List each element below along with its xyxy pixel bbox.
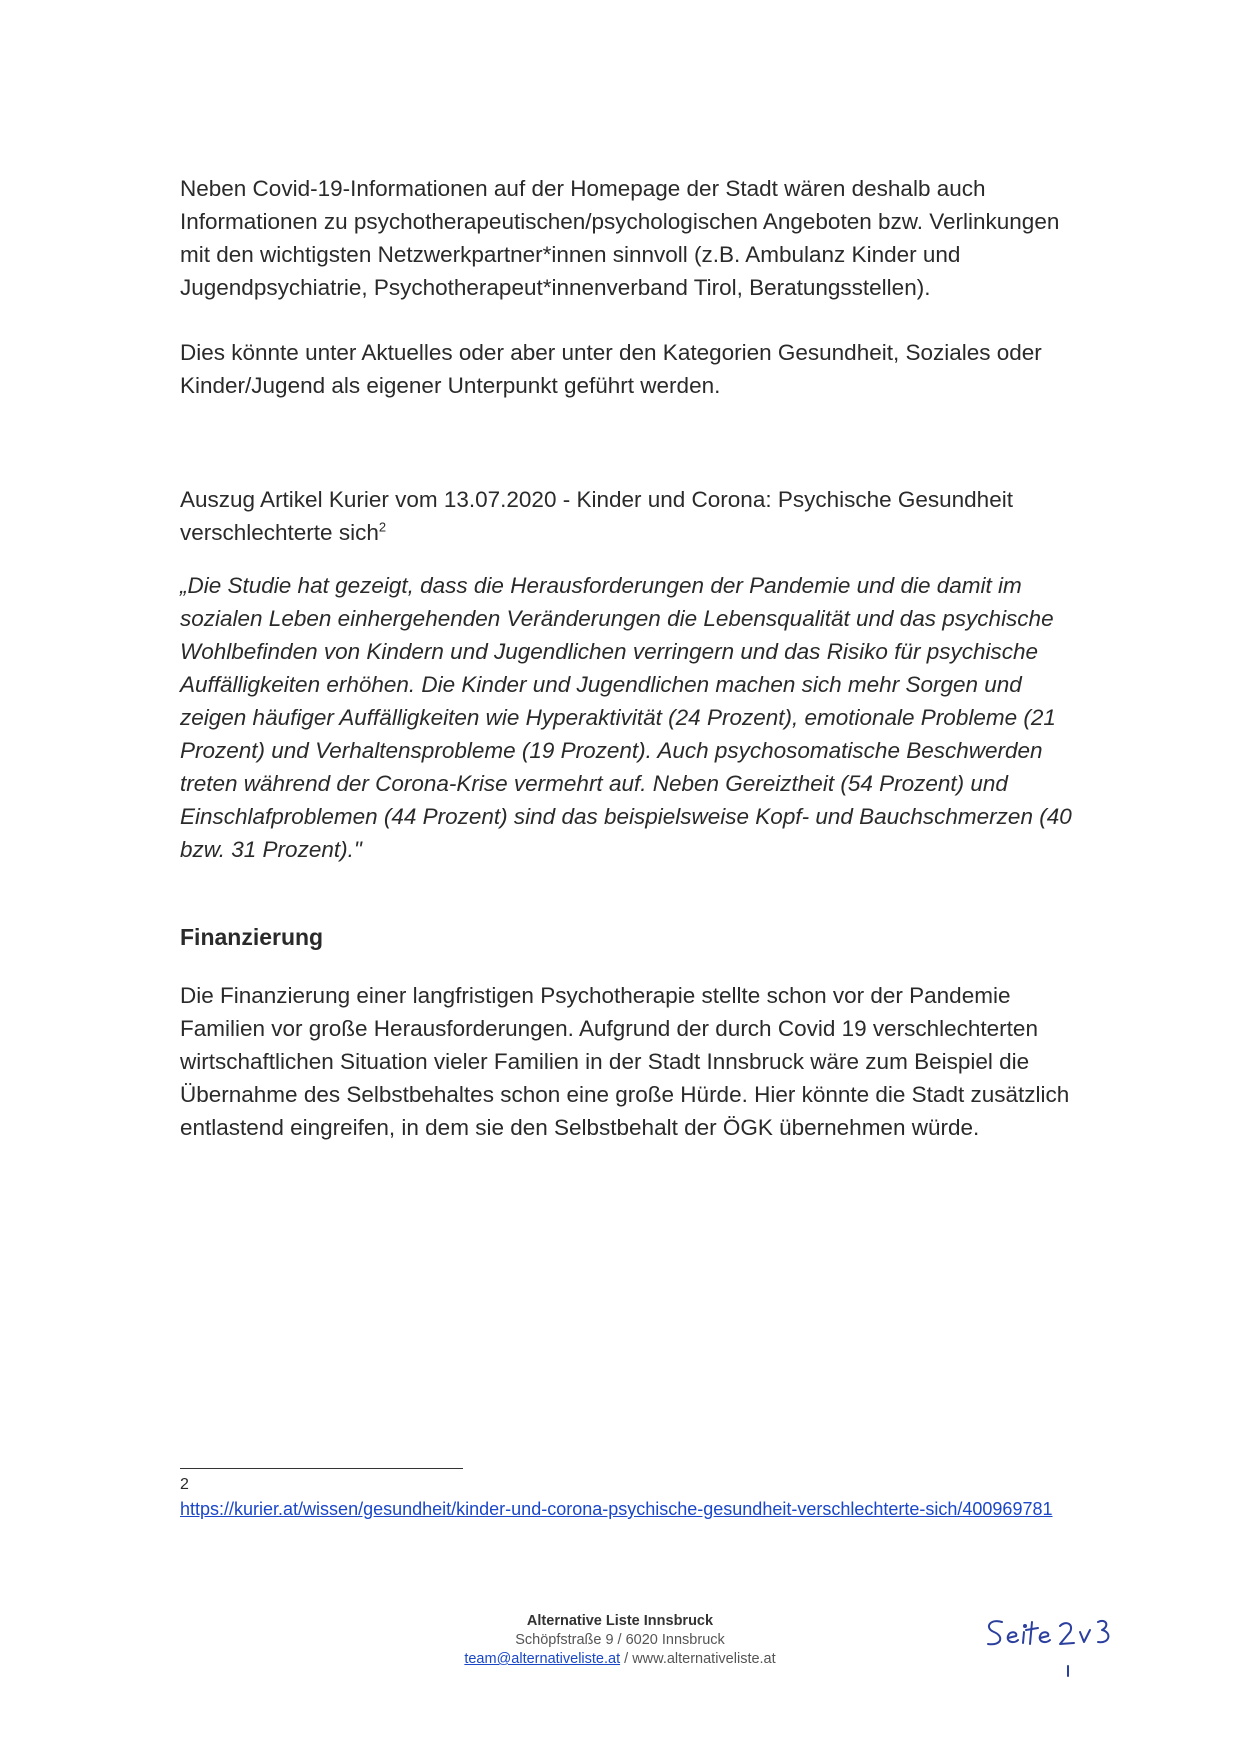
paragraph-financing: Die Finanzierung einer langfristigen Psychotherapie stellte schon vor der Pandemie Familien vor große Herausforderungen. Aufgrund der durch Covid 19 verschlechterten wirtschaftlichen Situation vieler Familien in der Stadt Innsbruck wäre zum Beispiel die Übernahme des Selbstbehaltes schon eine große Hürde. Hier könnte die Stadt zusätzlich entlastend eingreifen, in dem sie den Selbstbehalt der ÖGK übernehmen würde.	[180, 983, 1070, 1140]
footer-separator: /	[620, 1651, 633, 1667]
footer-organization: Alternative Liste Innsbruck	[526, 1613, 714, 1629]
footnote-number: 2	[180, 1476, 189, 1493]
footer-website[interactable]: www.alternativeliste.at	[632, 1651, 776, 1667]
page-footer	[420, 1612, 820, 1669]
footer-contact	[420, 1650, 820, 1669]
article-excerpt-title	[180, 483, 1080, 549]
handwritten-page-note	[980, 1612, 1130, 1692]
footnote-separator	[180, 1468, 463, 1469]
footnote-url-link[interactable]: https://kurier.at/wissen/gesundheit/kinder-und-corona-psychische-gesundheit-verschlechterte-sich/400969781	[180, 1499, 1053, 1519]
article-title-text: Auszug Artikel Kurier vom 13.07.2020 - Kinder und Corona: Psychische Gesundheit verschlechterte sich	[180, 487, 1013, 545]
footnote-reference[interactable]: 2	[378, 519, 387, 535]
footer-address: Schöpfstraße 9 / 6020 Innsbruck	[515, 1632, 725, 1648]
paragraph-info-links: Neben Covid-19-Informationen auf der Homepage der Stadt wären deshalb auch Informationen zu psychotherapeutischen/psychologischen Angeboten bzw. Verlinkungen mit den wichtigsten Netzwerkpartner*innen sinnvoll (z.B. Ambulanz Kinder und Jugendpsychiatrie, Psychotherapeut*innenverband Tirol, Beratungsstellen).	[180, 176, 1060, 300]
section-heading-finanzierung: Finanzierung	[180, 924, 324, 950]
article-quote: „Die Studie hat gezeigt, dass die Herausforderungen der Pandemie und die damit im sozialen Leben einhergehenden Veränderungen die Lebensqualität und das psychische Wohlbefinden von Kindern und Jugendlichen verringern und das Risiko für psychische Auffälligkeiten erhöhen. Die Kinder und Jugendlichen machen sich mehr Sorgen und zeigen häufiger Auffälligkeiten wie Hyperaktivität (24 Prozent), emotionale Probleme (21 Prozent) und Verhaltensprobleme (19 Prozent). Auch psychosomatische Beschwerden treten während der Corona-Krise vermehrt auf. Neben Gereiztheit (54 Prozent) und Einschlafproblemen (44 Prozent) sind das beispielsweise Kopf- und Bauchschmerzen (40 bzw. 31 Prozent)."	[180, 573, 1072, 862]
footer-email-link[interactable]: team@alternativeliste.at	[464, 1651, 621, 1667]
paragraph-categories: Dies könnte unter Aktuelles oder aber unter den Kategorien Gesundheit, Soziales oder Kinder/Jugend als eigener Unterpunkt geführt werden.	[180, 340, 1042, 398]
